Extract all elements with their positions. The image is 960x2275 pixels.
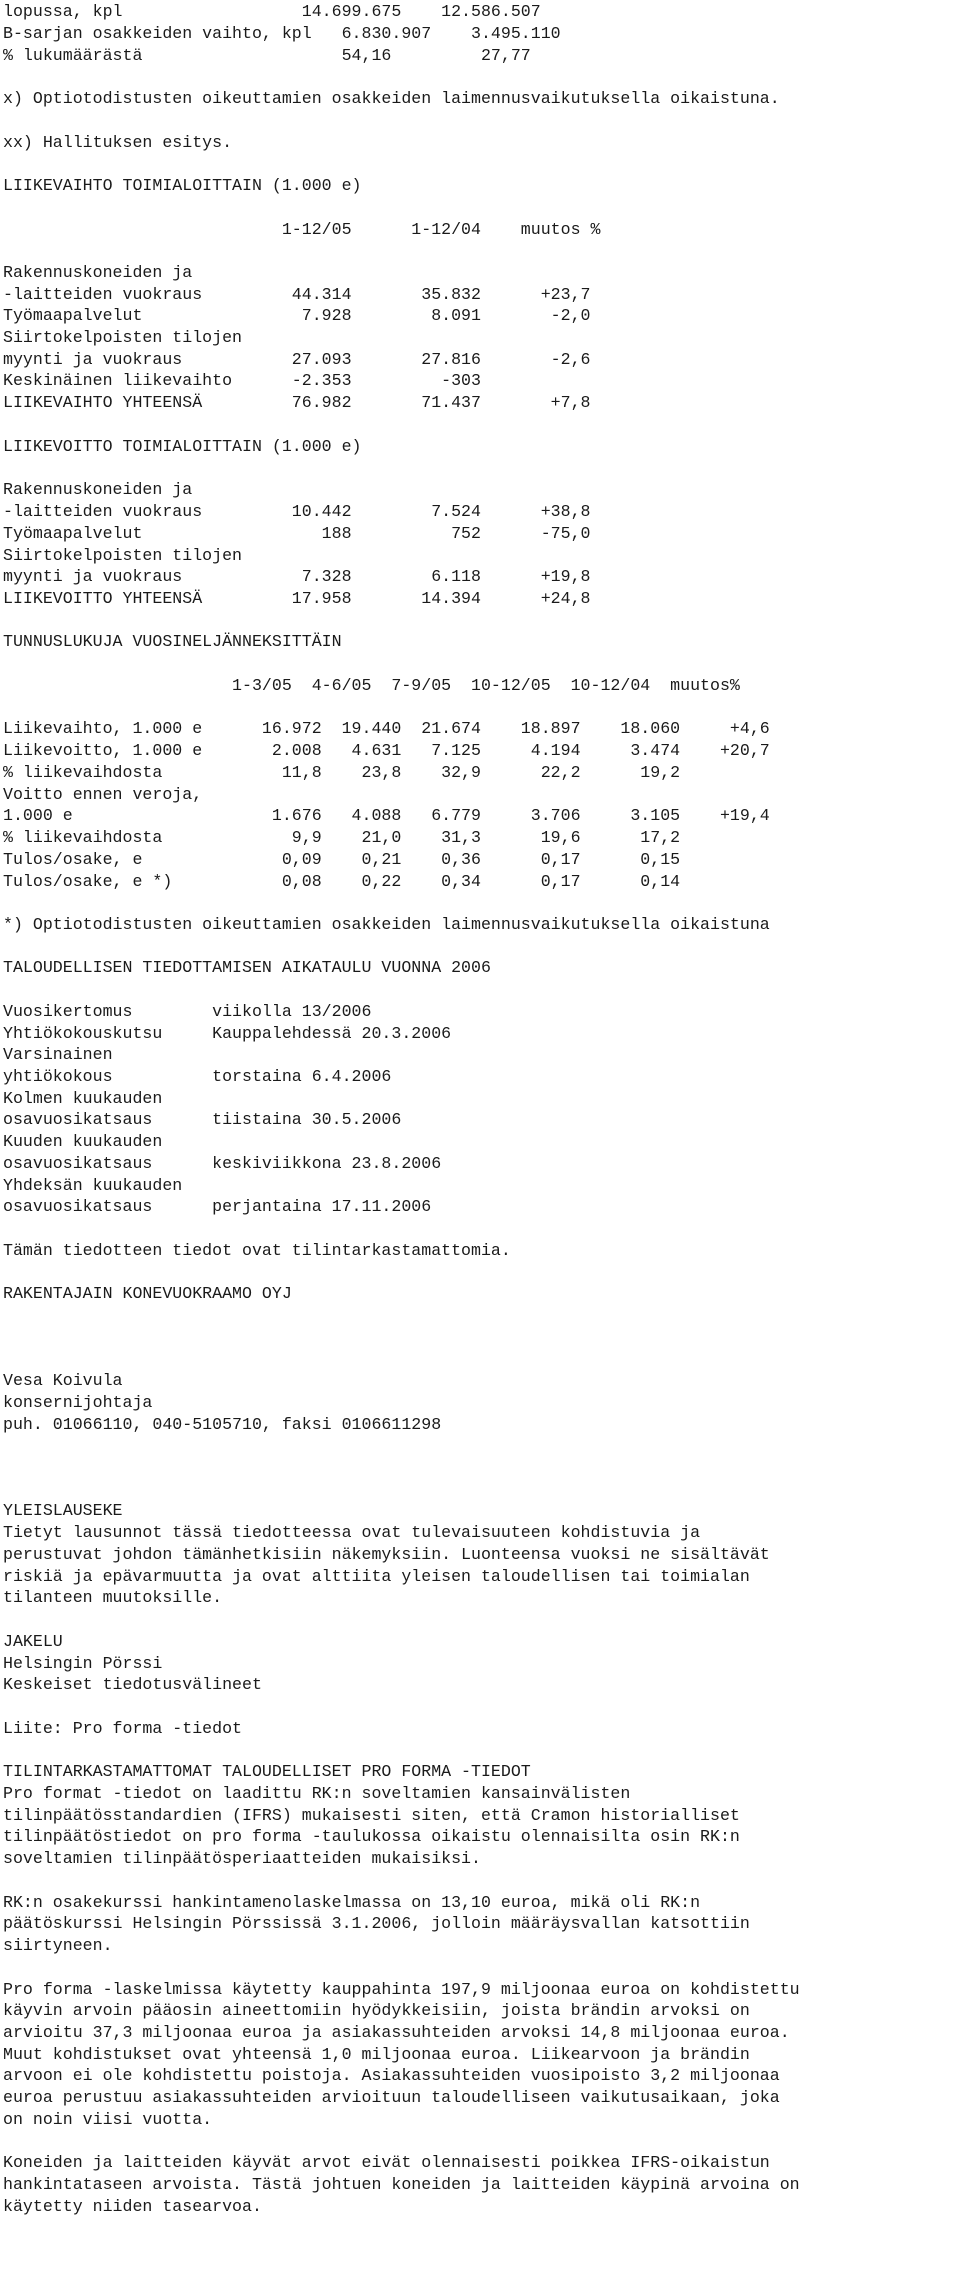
schedule-row: yhtiökokous torstaina 6.4.2006	[3, 1067, 392, 1086]
section-heading: JAKELU	[3, 1632, 63, 1651]
text-line: hankintataseen arvoista. Tästä johtuen koneiden ja laitteiden käypinä arvoina on	[3, 2175, 800, 2194]
schedule-row: Kuuden kuukauden	[3, 1132, 163, 1151]
text-line: Tietyt lausunnot tässä tiedotteessa ovat tulevaisuuteen kohdistuvia ja	[3, 1523, 701, 1542]
text-line: RK:n osakekurssi hankintamenolaskelmassa on 13,10 euroa, mikä oli RK:n	[3, 1893, 701, 1912]
company-name: RAKENTAJAIN KONEVUOKRAAMO OYJ	[3, 1284, 292, 1303]
text-line: tilinpäätösstandardien (IFRS) mukaisesti siten, että Cramon historialliset	[3, 1806, 740, 1825]
table-row: -laitteiden vuokraus 10.442 7.524 +38,8	[3, 502, 591, 521]
section-heading: LIIKEVAIHTO TOIMIALOITTAIN (1.000 e)	[3, 176, 362, 195]
text-line: B-sarjan osakkeiden vaihto, kpl 6.830.907 3.495.110	[3, 24, 561, 43]
footnote: *) Optiotodistusten oikeuttamien osakkeiden laimennusvaikutuksella oikaistuna	[3, 915, 770, 934]
table-header: 1-12/05 1-12/04 muutos %	[3, 220, 601, 239]
table-row: LIIKEVAIHTO YHTEENSÄ 76.982 71.437 +7,8	[3, 393, 591, 412]
schedule-row: Kolmen kuukauden	[3, 1089, 163, 1108]
text-line: % lukumäärästä 54,16 27,77	[3, 46, 531, 65]
text-line: Pro forma -laskelmissa käytetty kauppahinta 197,9 miljoonaa euroa on kohdistettu	[3, 1980, 800, 1999]
table-row: % liikevaihdosta 9,9 21,0 31,3 19,6 17,2	[3, 828, 681, 847]
table-row: % liikevaihdosta 11,8 23,8 32,9 22,2 19,2	[3, 763, 681, 782]
table-row: Rakennuskoneiden ja	[3, 263, 193, 282]
text-line: arvioitu 37,3 miljoonaa euroa ja asiakassuhteiden arvoksi 14,8 miljoonaa euroa.	[3, 2023, 790, 2042]
text-line: Keskeiset tiedotusvälineet	[3, 1675, 262, 1694]
table-row: Siirtokelpoisten tilojen	[3, 546, 242, 565]
table-row: Rakennuskoneiden ja	[3, 480, 193, 499]
table-row: Keskinäinen liikevaihto -2.353 -303	[3, 371, 481, 390]
section-heading: YLEISLAUSEKE	[3, 1501, 123, 1520]
table-header: 1-3/05 4-6/05 7-9/05 10-12/05 10-12/04 muutos%	[3, 676, 740, 695]
text-line: käyvin arvoin pääosin aineettomiin hyödykkeisiin, joista brändin arvoksi on	[3, 2001, 750, 2020]
contact-phone: puh. 01066110, 040-5105710, faksi 0106611298	[3, 1415, 442, 1434]
table-row: Liikevaihto, 1.000 e 16.972 19.440 21.674 18.897 18.060 +4,6	[3, 719, 770, 738]
schedule-row: osavuosikatsaus keskiviikkona 23.8.2006	[3, 1154, 442, 1173]
table-row: 1.000 e 1.676 4.088 6.779 3.706 3.105 +19,4	[3, 806, 770, 825]
text-line: euroa perustuu asiakassuhteiden arvioituun taloudelliseen vaikutusaikaan, joka	[3, 2088, 780, 2107]
schedule-row: Varsinainen	[3, 1045, 113, 1064]
text-line: riskiä ja epävarmuutta ja ovat alttiita yleisen taloudellisen tai toimialan	[3, 1567, 750, 1586]
table-row: -laitteiden vuokraus 44.314 35.832 +23,7	[3, 285, 591, 304]
table-row: myynti ja vuokraus 27.093 27.816 -2,6	[3, 350, 591, 369]
table-row: Työmaapalvelut 188 752 -75,0	[3, 524, 591, 543]
contact-title: konsernijohtaja	[3, 1393, 153, 1412]
text-line: Muut kohdistukset ovat yhteensä 1,0 miljoonaa euroa. Liikearvoon ja brändin	[3, 2045, 750, 2064]
table-row: LIIKEVOITTO YHTEENSÄ 17.958 14.394 +24,8	[3, 589, 591, 608]
text-line: arvoon ei ole kohdistettu poistoja. Asiakassuhteiden vuosipoisto 3,2 miljoonaa	[3, 2066, 780, 2085]
text-line: Pro format -tiedot on laadittu RK:n soveltamien kansainvälisten	[3, 1784, 631, 1803]
table-row: Voitto ennen veroja,	[3, 785, 203, 804]
text-line: päätöskurssi Helsingin Pörssissä 3.1.2006, jolloin määräysvallan katsottiin	[3, 1914, 750, 1933]
section-heading: TUNNUSLUKUJA VUOSINELJÄNNEKSITTÄIN	[3, 632, 342, 651]
section-heading: TILINTARKASTAMATTOMAT TALOUDELLISET PRO FORMA -TIEDOT	[3, 1762, 531, 1781]
text-line: Koneiden ja laitteiden käyvät arvot eivät olennaisesti poikkea IFRS-oikaistun	[3, 2153, 770, 2172]
text-line: käytetty niiden tasearvoa.	[3, 2197, 262, 2216]
schedule-row: Vuosikertomus viikolla 13/2006	[3, 1002, 372, 1021]
table-row: Siirtokelpoisten tilojen	[3, 328, 242, 347]
section-heading: LIIKEVOITTO TOIMIALOITTAIN (1.000 e)	[3, 437, 362, 456]
text-line: tilanteen muutoksille.	[3, 1588, 223, 1607]
text-line: siirtyneen.	[3, 1936, 113, 1955]
text-line: Tämän tiedotteen tiedot ovat tilintarkastamattomia.	[3, 1241, 511, 1260]
table-row: myynti ja vuokraus 7.328 6.118 +19,8	[3, 567, 591, 586]
table-row: Työmaapalvelut 7.928 8.091 -2,0	[3, 306, 591, 325]
text-line: tilinpäätöstiedot on pro forma -taulukossa oikaistu olennaisilta osin RK:n	[3, 1827, 740, 1846]
table-row: Liikevoitto, 1.000 e 2.008 4.631 7.125 4.194 3.474 +20,7	[3, 741, 770, 760]
schedule-row: Yhtiökokouskutsu Kauppalehdessä 20.3.2006	[3, 1024, 452, 1043]
schedule-row: osavuosikatsaus perjantaina 17.11.2006	[3, 1197, 432, 1216]
text-line: on noin viisi vuotta.	[3, 2110, 213, 2129]
text-line: lopussa, kpl 14.699.675 12.586.507	[3, 2, 541, 21]
text-line: soveltamien tilinpäätösperiaatteiden mukaisiksi.	[3, 1849, 481, 1868]
text-line: x) Optiotodistusten oikeuttamien osakkeiden laimennusvaikutuksella oikaistuna.	[3, 89, 780, 108]
text-line: Helsingin Pörssi	[3, 1654, 163, 1673]
contact-name: Vesa Koivula	[3, 1371, 123, 1390]
schedule-row: Yhdeksän kuukauden	[3, 1176, 183, 1195]
schedule-row: osavuosikatsaus tiistaina 30.5.2006	[3, 1110, 402, 1129]
table-row: Tulos/osake, e *) 0,08 0,22 0,34 0,17 0,14	[3, 872, 681, 891]
table-row: Tulos/osake, e 0,09 0,21 0,36 0,17 0,15	[3, 850, 681, 869]
text-line: xx) Hallituksen esitys.	[3, 133, 233, 152]
section-heading: TALOUDELLISEN TIEDOTTAMISEN AIKATAULU VUONNA 2006	[3, 958, 491, 977]
text-line: perustuvat johdon tämänhetkisiin näkemyksiin. Luonteensa vuoksi ne sisältävät	[3, 1545, 770, 1564]
text-line: Liite: Pro forma -tiedot	[3, 1719, 242, 1738]
